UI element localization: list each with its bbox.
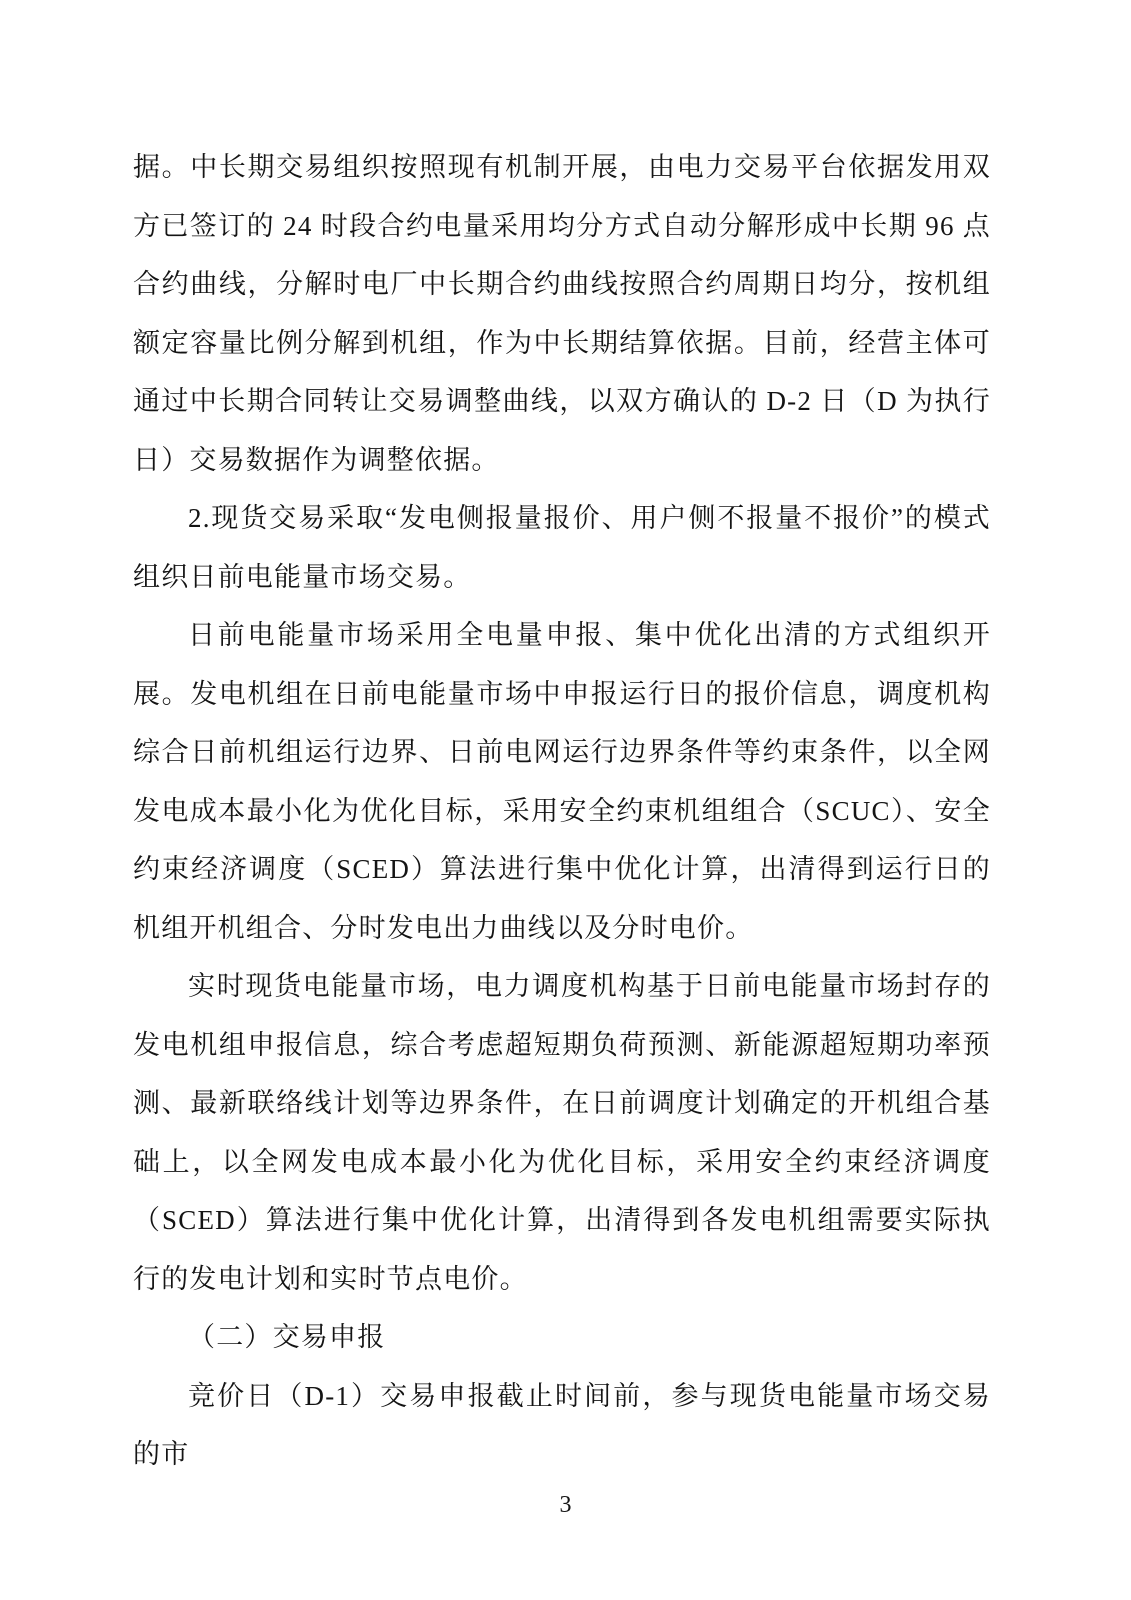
paragraph-spot-trading-mode: 2.现货交易采取“发电侧报量报价、用户侧不报量不报价”的模式组织日前电能量市场交易。 <box>133 503 991 592</box>
page-footer <box>0 1492 1131 1519</box>
section-heading-trade-declaration: （二）交易申报 <box>188 1322 386 1352</box>
paragraph-realtime-market: 实时现货电能量市场，电力调度机构基于日前电能量市场封存的发电机组申报信息，综合考虑超短期负荷预测、新能源超短期功率预测、最新联络线计划等边界条件，在日前调度计划确定的开机组合基础上，以全网发电成本最小化为优化目标，采用安全约束经济调度（SCED）算法进行集中优化计算，出清得到各发电机组需要实际执行的发电计划和实时节点电价。 <box>133 971 991 1294</box>
paragraph-bidding-day-deadline: 竞价日（D-1）交易申报截止时间前，参与现货电能量市场交易的市 <box>133 1380 991 1469</box>
document-body <box>133 138 991 1484</box>
page-number: 3 <box>559 1492 572 1518</box>
paragraph-midlongterm-decomposition: 据。中长期交易组织按照现有机制开展，由电力交易平台依据发用双方已签订的 24 时段合约电量采用均分方式自动分解形成中长期 96 点合约曲线，分解时电厂中长期合约曲线按照合约周期日均分，按机组额定容量比例分解到机组，作为中长期结算依据。目前，经营主体可通过中长期合同转让交易调整曲线，以双方确认的 D-2 日（D 为执行日）交易数据作为调整依据。 <box>133 152 991 475</box>
paragraph-day-ahead-market: 日前电能量市场采用全电量申报、集中优化出清的方式组织开展。发电机组在日前电能量市场中申报运行日的报价信息，调度机构综合日前机组运行边界、日前电网运行边界条件等约束条件，以全网发电成本最小化为优化目标，采用安全约束机组组合（SCUC）、安全约束经济调度（SCED）算法进行集中优化计算，出清得到运行日的机组开机组合、分时发电出力曲线以及分时电价。 <box>133 620 991 943</box>
